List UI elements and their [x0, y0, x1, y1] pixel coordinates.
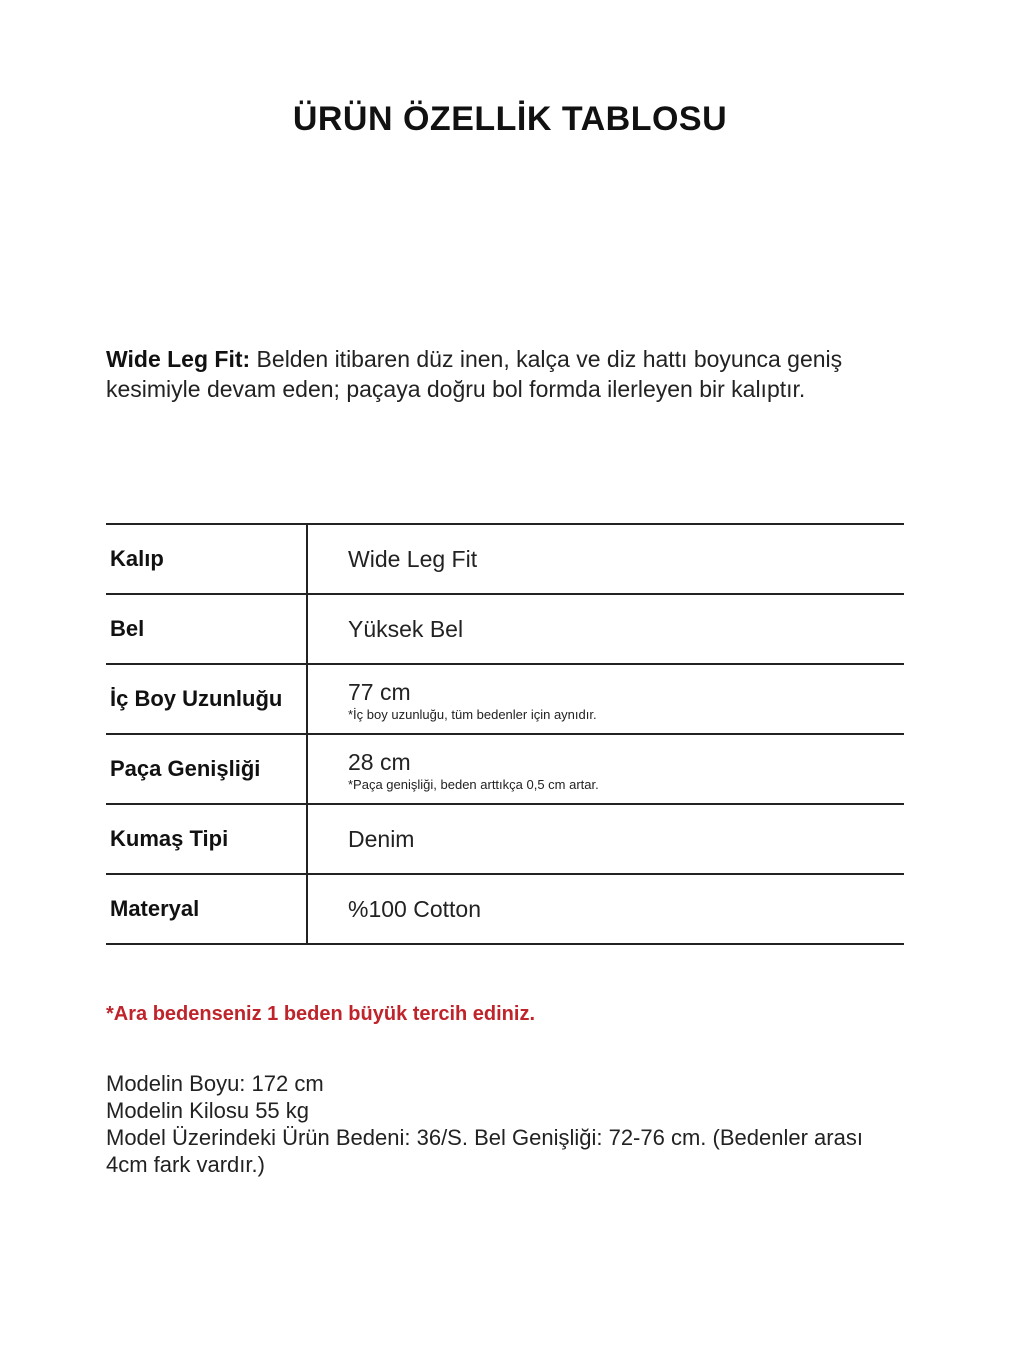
spec-value-main: 77 cm	[348, 679, 411, 705]
page-title: ÜRÜN ÖZELLİK TABLOSU	[292, 100, 728, 138]
spec-value-note: *Paça genişliği, beden arttıkça 0,5 cm artar.	[348, 777, 599, 792]
column-divider	[306, 735, 308, 805]
table-row	[106, 665, 904, 735]
table-row	[106, 595, 904, 665]
spec-label: Materyal	[110, 896, 200, 921]
spec-value	[348, 679, 597, 723]
model-height: Modelin Boyu: 172 cm	[106, 1071, 324, 1096]
table-row	[106, 525, 904, 595]
spec-label: Bel	[110, 616, 145, 641]
spec-value-main: 28 cm	[348, 749, 411, 775]
size-warning: *Ara bedenseniz 1 beden büyük tercih ediniz.	[106, 1003, 535, 1025]
model-weight: Modelin Kilosu 55 kg	[106, 1098, 310, 1123]
spec-value	[348, 749, 599, 793]
spec-value-note: *İç boy uzunluğu, tüm bedenler için aynıdır.	[348, 707, 597, 722]
spec-table	[106, 523, 904, 945]
fit-description-text: Belden itibaren düz inen, kalça ve diz hattı boyunca geniş kesimiyle devam eden; paçaya doğru bol formda ilerleyen bir kalıptır.	[106, 346, 843, 402]
column-divider	[306, 805, 308, 875]
table-row	[106, 875, 904, 945]
column-divider	[306, 875, 308, 945]
model-info	[106, 1070, 906, 1178]
spec-label: Paça Genişliği	[110, 756, 261, 781]
table-row	[106, 805, 904, 875]
table-row	[106, 735, 904, 805]
fit-description	[106, 344, 906, 404]
spec-value: Denim	[348, 826, 415, 852]
model-size: Model Üzerindeki Ürün Bedeni: 36/S. Bel Genişliği: 72-76 cm. (Bedenler arası 4cm fark vardır.)	[106, 1125, 863, 1177]
column-divider	[306, 595, 308, 665]
spec-label: İç Boy Uzunluğu	[110, 686, 283, 711]
fit-description-label: Wide Leg Fit:	[106, 346, 251, 372]
column-divider	[306, 665, 308, 735]
column-divider	[306, 525, 308, 595]
spec-label: Kalıp	[110, 546, 164, 571]
spec-label: Kumaş Tipi	[110, 826, 229, 851]
spec-value: Wide Leg Fit	[348, 546, 478, 572]
spec-value: %100 Cotton	[348, 896, 481, 922]
spec-value: Yüksek Bel	[348, 616, 464, 642]
